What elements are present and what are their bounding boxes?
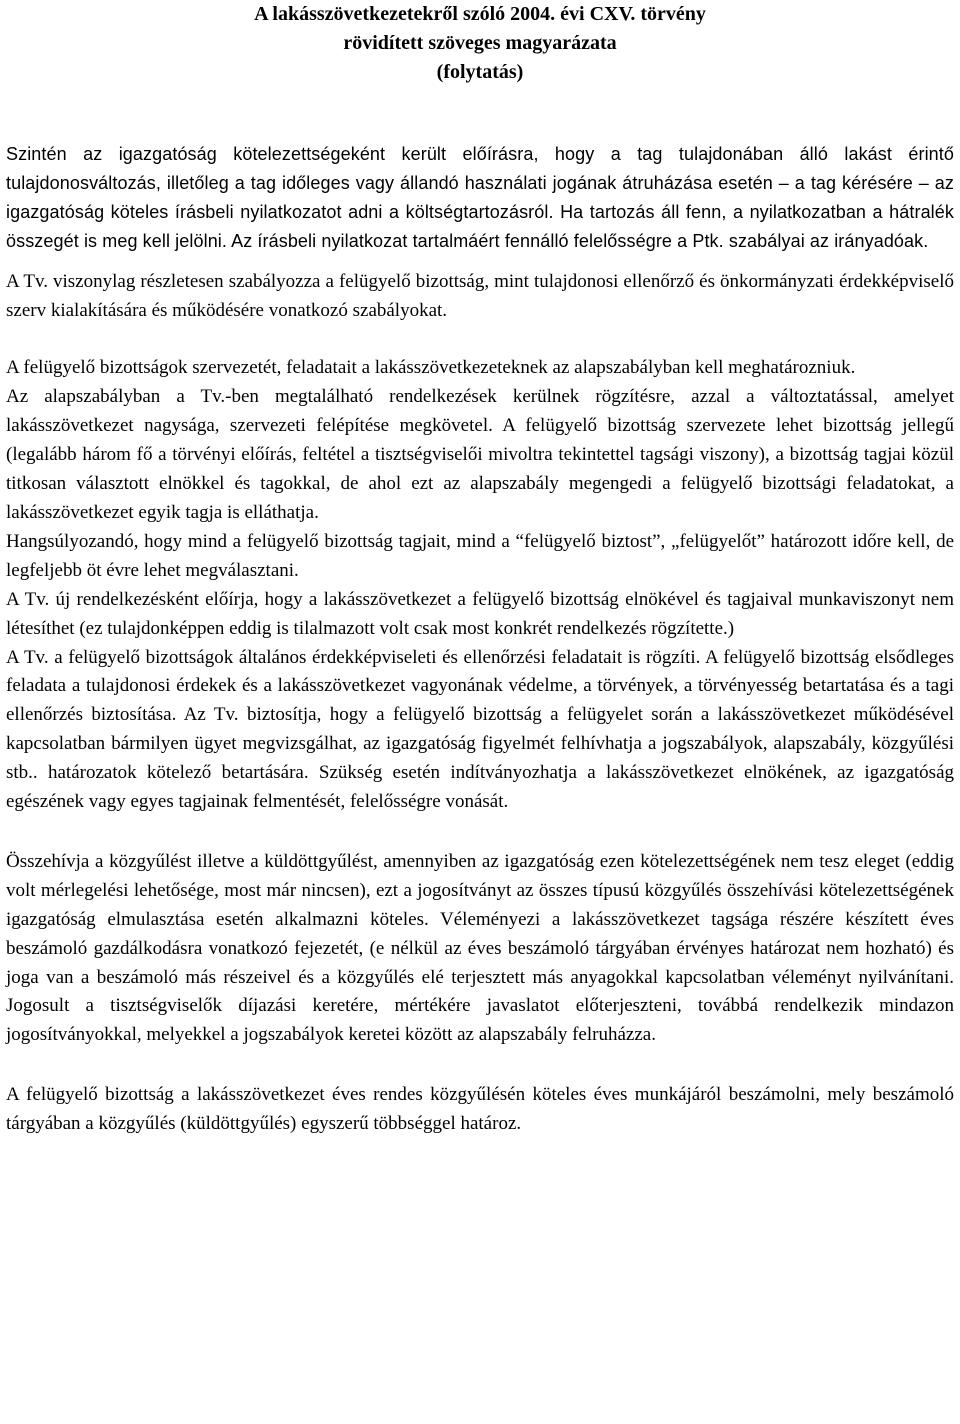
paragraph-3: A felügyelő bizottságok szervezetét, feladatait a lakásszövetkezeteknek az alapszabályban kell meghatározniuk.	[6, 357, 856, 379]
paragraph-8: Összehívja a közgyűlést illetve a küldöttgyűlést, amennyiben az igazgatóság ezen kötelezettségének nem tesz eleget (eddig volt mérlegelési lehetősége, most már nincsen), ezt a jogosítványt az összes típusú közgyűlés összehívási kötelezettségének igazgatóság elmulasztása esetén alkalmazni köteles. Véleményezi a lakásszövetkezet tagsága részére készített éves beszámoló gazdálkodásra vonatkozó fejezetét, (e nélkül az éves beszámoló tárgyában érvényes határozat nem hozható) és joga van a beszámoló más részeivel és a közgyűlés elé terjesztett más anyagokkal kapcsolatban véleményt nyilvánítani. Jogosult a tisztségviselők díjazási keretére, mértékére javaslatot előterjeszteni, továbbá rendelkezik mindazon jogosítványokkal, melyekkel a jogszabályok keretei között az alapszabály felruházza.	[6, 850, 954, 1046]
paragraph-5: Hangsúlyozandó, hogy mind a felügyelő bizottság tagjait, mind a “felügyelő biztost”, „felügyelőt” határozott időre kell, de legfeljebb öt évre lehet megválasztani.	[6, 530, 954, 581]
paragraph-7: A Tv. a felügyelő bizottságok általános érdekképviseleti és ellenőrzési feladatait is rögzíti. A felügyelő bizottság elsődleges feladata a tulajdonosi érdekek és a lakásszövetkezet vagyonának védelme, a törvények, a törvényesség betartatása és a tagi ellenőrzés biztosítása. Az Tv. biztosítja, hogy a felügyelő bizottság a felügyelet során a lakásszövetkezet működésével kapcsolatban bármilyen ügyet megvizsgálhat, az igazgatóság figyelmét felhívhatja a jogszabályok, alapszabály, közgyűlési stb.. határozatok kötelező betartására. Szükség esetén indítványozhatja a lakásszövetkezet elnökének, az igazgatóság egészének vagy egyes tagjainak felmentését, felelősségre vonását.	[6, 646, 954, 813]
paragraph-9: A felügyelő bizottság a lakásszövetkezet éves rendes közgyűlésén köteles éves munkájáról beszámolni, mely beszámoló tárgyában a közgyűlés (küldöttgyűlés) egyszerű többséggel határoz.	[6, 1084, 954, 1135]
title-line-3: (folytatás)	[436, 61, 524, 83]
paragraph-2: A Tv. viszonylag részletesen szabályozza a felügyelő bizottság, mint tulajdonosi ellenőrző és önkormányzati érdekképviselő szerv kialakítására és működésére vonatkozó szabályokat.	[6, 270, 954, 321]
document-title	[6, 0, 954, 87]
title-line-2: rövidített szöveges magyarázata	[343, 32, 617, 54]
paragraph-6: A Tv. új rendelkezésként előírja, hogy a lakásszövetkezet a felügyelő bizottság elnökével és tagjaival munkaviszonyt nem létesíthet (ez tulajdonképpen eddig is tilalmazott volt csak most konkrét rendelkezés rögzítette.)	[6, 588, 954, 639]
paragraph-4: Az alapszabályban a Tv.-ben megtalálható rendelkezések kerülnek rögzítésre, azzal a változtatással, amelyet lakásszövetkezet nagysága, szervezeti felépítése megkövetel. A felügyelő bizottság szervezete lehet bizottság jellegű (legalább három fő a törvényi előírás, feltétel a tisztségviselői mivoltra tekintettel tagsági viszony), a bizottság tagjai közül titkosan választott elnökkel és tagokkal, de ahol ezt az alapszabály megengedi a felügyelő bizottsági feladatokat, a lakásszövetkezet egyik tagja is elláthatja.	[6, 386, 954, 523]
title-line-1: A lakásszövetkezetekről szóló 2004. évi CXV. törvény	[254, 3, 706, 25]
paragraph-1: Szintén az igazgatóság kötelezettségeként került előírásra, hogy a tag tulajdonában álló lakást érintő tulajdonosváltozás, illetőleg a tag időleges vagy állandó használati jogának átruházása esetén – a tag kérésére – az igazgatóság köteles írásbeli nyilatkozatot adni a költségtartozásról. Ha tartozás áll fenn, a nyilatkozatban a hátralék összegét is meg kell jelölni. Az írásbeli nyilatkozat tartalmáért fennálló felelősségre a Ptk. szabályai az irányadóak.	[6, 144, 954, 251]
